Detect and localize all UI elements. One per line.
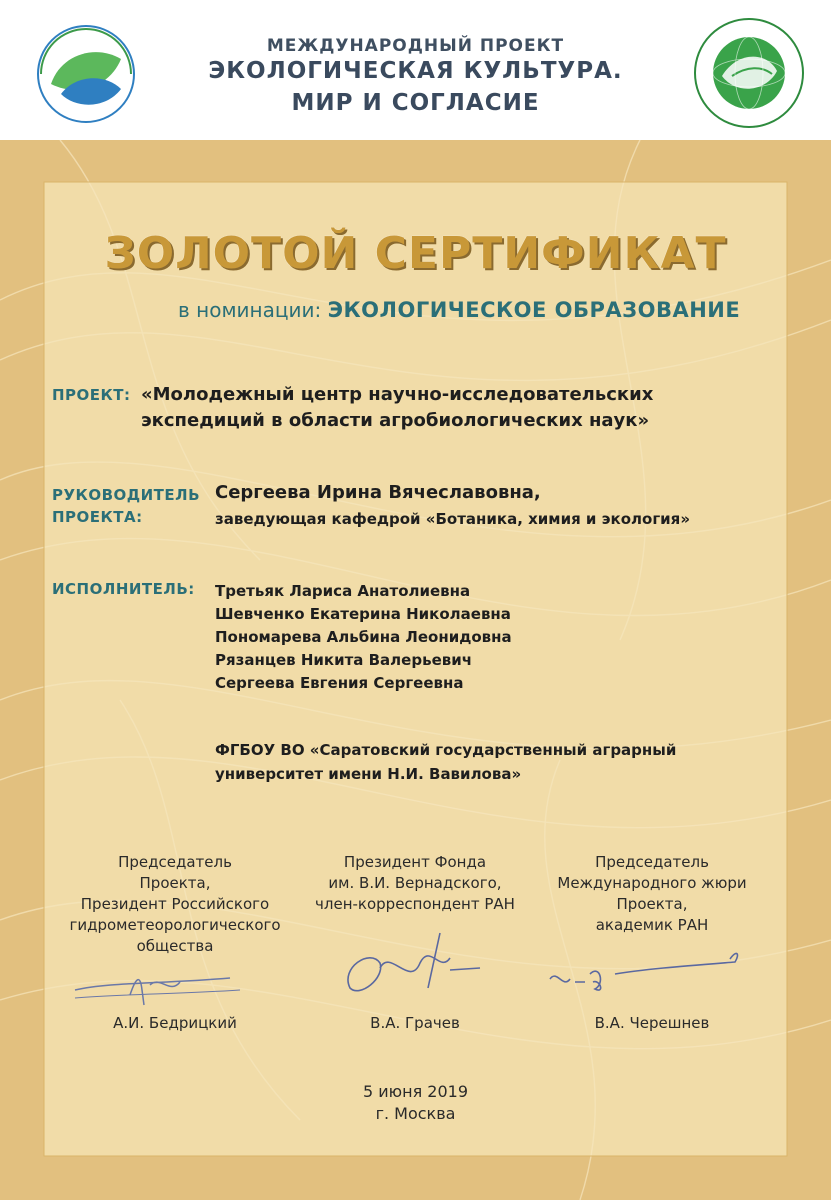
project-title-line2: МИР И СОГЛАСИЕ [291, 90, 540, 116]
executors-label: ИСПОЛНИТЕЛЬ: [52, 580, 195, 598]
nomination-value: ЭКОЛОГИЧЕСКОЕ ОБРАЗОВАНИЕ [327, 298, 741, 322]
leader-label-line: ПРОЕКТА: [52, 508, 143, 526]
signature-chereshnev [545, 944, 755, 999]
signature-title-line: им. В.И. Вернадского, [328, 874, 502, 892]
project-subtitle: МЕЖДУНАРОДНЫЙ ПРОЕКТ [266, 36, 565, 56]
signature-title-line: член-корреспондент РАН [315, 895, 515, 913]
signature-title-line: Проекта, [139, 874, 211, 892]
signature-title-line: гидрометеорологического [69, 916, 281, 934]
nomination-prefix: в номинации: [178, 298, 322, 322]
signature-name-2: В.А. Грачев [370, 1014, 460, 1032]
signature-title-line: академик РАН [595, 916, 709, 934]
executor-name: Третьяк Лариса Анатолиевна [215, 582, 471, 600]
executors-list [215, 580, 512, 695]
signature-title-line: Президент Фонда [343, 853, 487, 871]
executor-name: Рязанцев Никита Валерьевич [215, 651, 473, 669]
nomination [178, 298, 740, 322]
organization-line: университет имени Н.И. Вавилова» [215, 765, 522, 783]
executor-name: Шевченко Екатерина Николаевна [215, 605, 511, 623]
signature-name-3: В.А. Черешнев [594, 1014, 710, 1032]
certificate-date: 5 июня 2019 [362, 1082, 469, 1101]
signature-title-3 [542, 852, 762, 936]
signature-bedritsky [70, 960, 250, 1010]
project-label: ПРОЕКТ: [52, 386, 131, 404]
header [0, 0, 831, 140]
leader-label-line: РУКОВОДИТЕЛЬ [52, 486, 201, 504]
signature-title-line: Председатель [595, 853, 709, 871]
leader-position: заведующая кафедрой «Ботаника, химия и экология» [215, 510, 691, 528]
organization [215, 738, 676, 786]
executor-name: Пономарева Альбина Леонидовна [215, 628, 512, 646]
signature-title-line: Президент Российского [80, 895, 270, 913]
leader-name: Сергеева Ирина Вячеславовна, [215, 482, 541, 503]
signature-title-2 [305, 852, 525, 915]
organization-line: ФГБОУ ВО «Саратовский государственный аграрный [215, 741, 677, 759]
project-title-line1: ЭКОЛОГИЧЕСКАЯ КУЛЬТУРА. [208, 58, 623, 84]
signature-title-line: Международного жюри [557, 874, 747, 892]
vernadsky-fund-logo-icon [692, 16, 806, 130]
certificate-city: г. Москва [375, 1104, 456, 1123]
signature-title-line: общества [136, 937, 214, 955]
leader-label [52, 484, 200, 528]
project-name-line: «Молодежный центр научно-исследовательских [141, 384, 654, 405]
signature-title-1 [65, 852, 285, 957]
signature-title-line: Председатель [118, 853, 232, 871]
certificate-title: ЗОЛОТОЙ СЕРТИФИКАТ [104, 228, 727, 279]
signature-name-1: А.И. Бедрицкий [113, 1014, 237, 1032]
signature-title-line: Проекта, [616, 895, 688, 913]
project-name [141, 382, 653, 434]
signature-grachev [330, 928, 490, 1008]
executor-name: Сергеева Евгения Сергеевна [215, 674, 464, 692]
project-name-line: экспедиций в области агробиологических наук» [141, 410, 650, 431]
